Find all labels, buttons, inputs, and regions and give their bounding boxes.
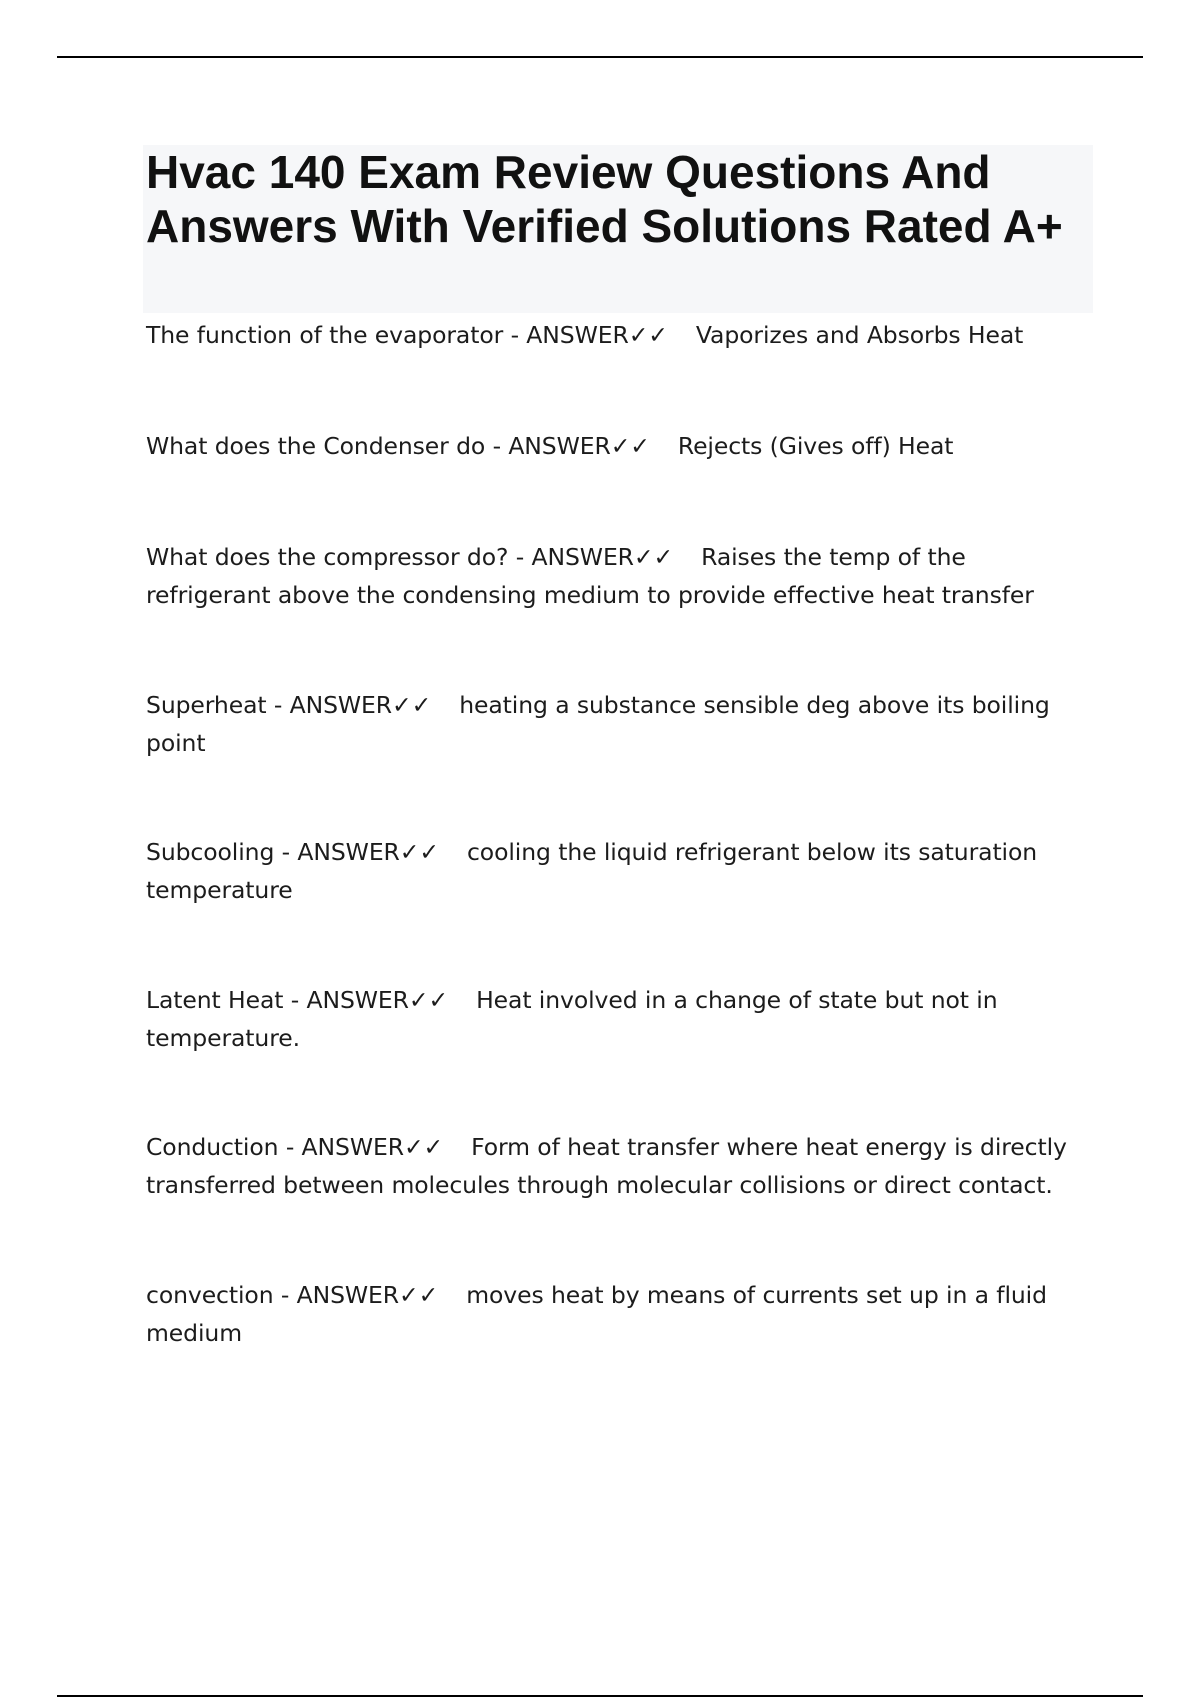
answer-marker: - ANSWER✓✓ [285, 1133, 444, 1161]
question-text: What does the Condenser do [146, 432, 486, 460]
answer-marker: - ANSWER✓✓ [492, 432, 650, 460]
answer-text: cooling the liquid refrigerant below its saturation temperature [146, 838, 1038, 904]
question-text: convection [146, 1281, 274, 1309]
document-title: Hvac 140 Exam Review Questions And Answers With Verified Solutions Rated A+ [146, 146, 1063, 252]
question-text: The function of the evaporator [146, 321, 504, 349]
question-text: Latent Heat [146, 986, 284, 1014]
qa-item [146, 538, 1086, 614]
qa-item [146, 427, 953, 465]
qa-item [146, 981, 1086, 1057]
question-text: What does the compressor do? [146, 543, 509, 571]
answer-text: Heat involved in a change of state but not in temperature. [146, 986, 998, 1052]
top-divider [57, 56, 1143, 58]
answer-marker: - ANSWER✓✓ [515, 543, 674, 571]
question-text: Conduction [146, 1133, 279, 1161]
qa-item [146, 1128, 1086, 1204]
bottom-divider [57, 1695, 1143, 1697]
answer-text: heating a substance sensible deg above its boiling point [146, 691, 1050, 757]
answer-text: Form of heat transfer where heat energy is directly transferred between molecules through molecular collisions or direct contact. [146, 1133, 1067, 1199]
answer-marker: - ANSWER✓✓ [280, 1281, 439, 1309]
qa-item [146, 1276, 1086, 1352]
answer-marker: - ANSWER✓✓ [510, 321, 668, 349]
question-text: Subcooling [146, 838, 275, 866]
qa-item [146, 833, 1086, 909]
answer-marker: - ANSWER✓✓ [290, 986, 449, 1014]
answer-text: Raises the temp of the refrigerant above the condensing medium to provide effective heat transfer [146, 543, 1034, 609]
answer-text: Rejects (Gives off) Heat [677, 432, 954, 460]
answer-marker: - ANSWER✓✓ [281, 838, 439, 866]
answer-text: moves heat by means of currents set up in a fluid medium [146, 1281, 1047, 1347]
qa-item [146, 686, 1086, 762]
answer-marker: - ANSWER✓✓ [273, 691, 432, 719]
qa-item [146, 316, 1023, 354]
question-text: Superheat [146, 691, 267, 719]
answer-text: Vaporizes and Absorbs Heat [695, 321, 1024, 349]
title-block [143, 145, 1093, 313]
